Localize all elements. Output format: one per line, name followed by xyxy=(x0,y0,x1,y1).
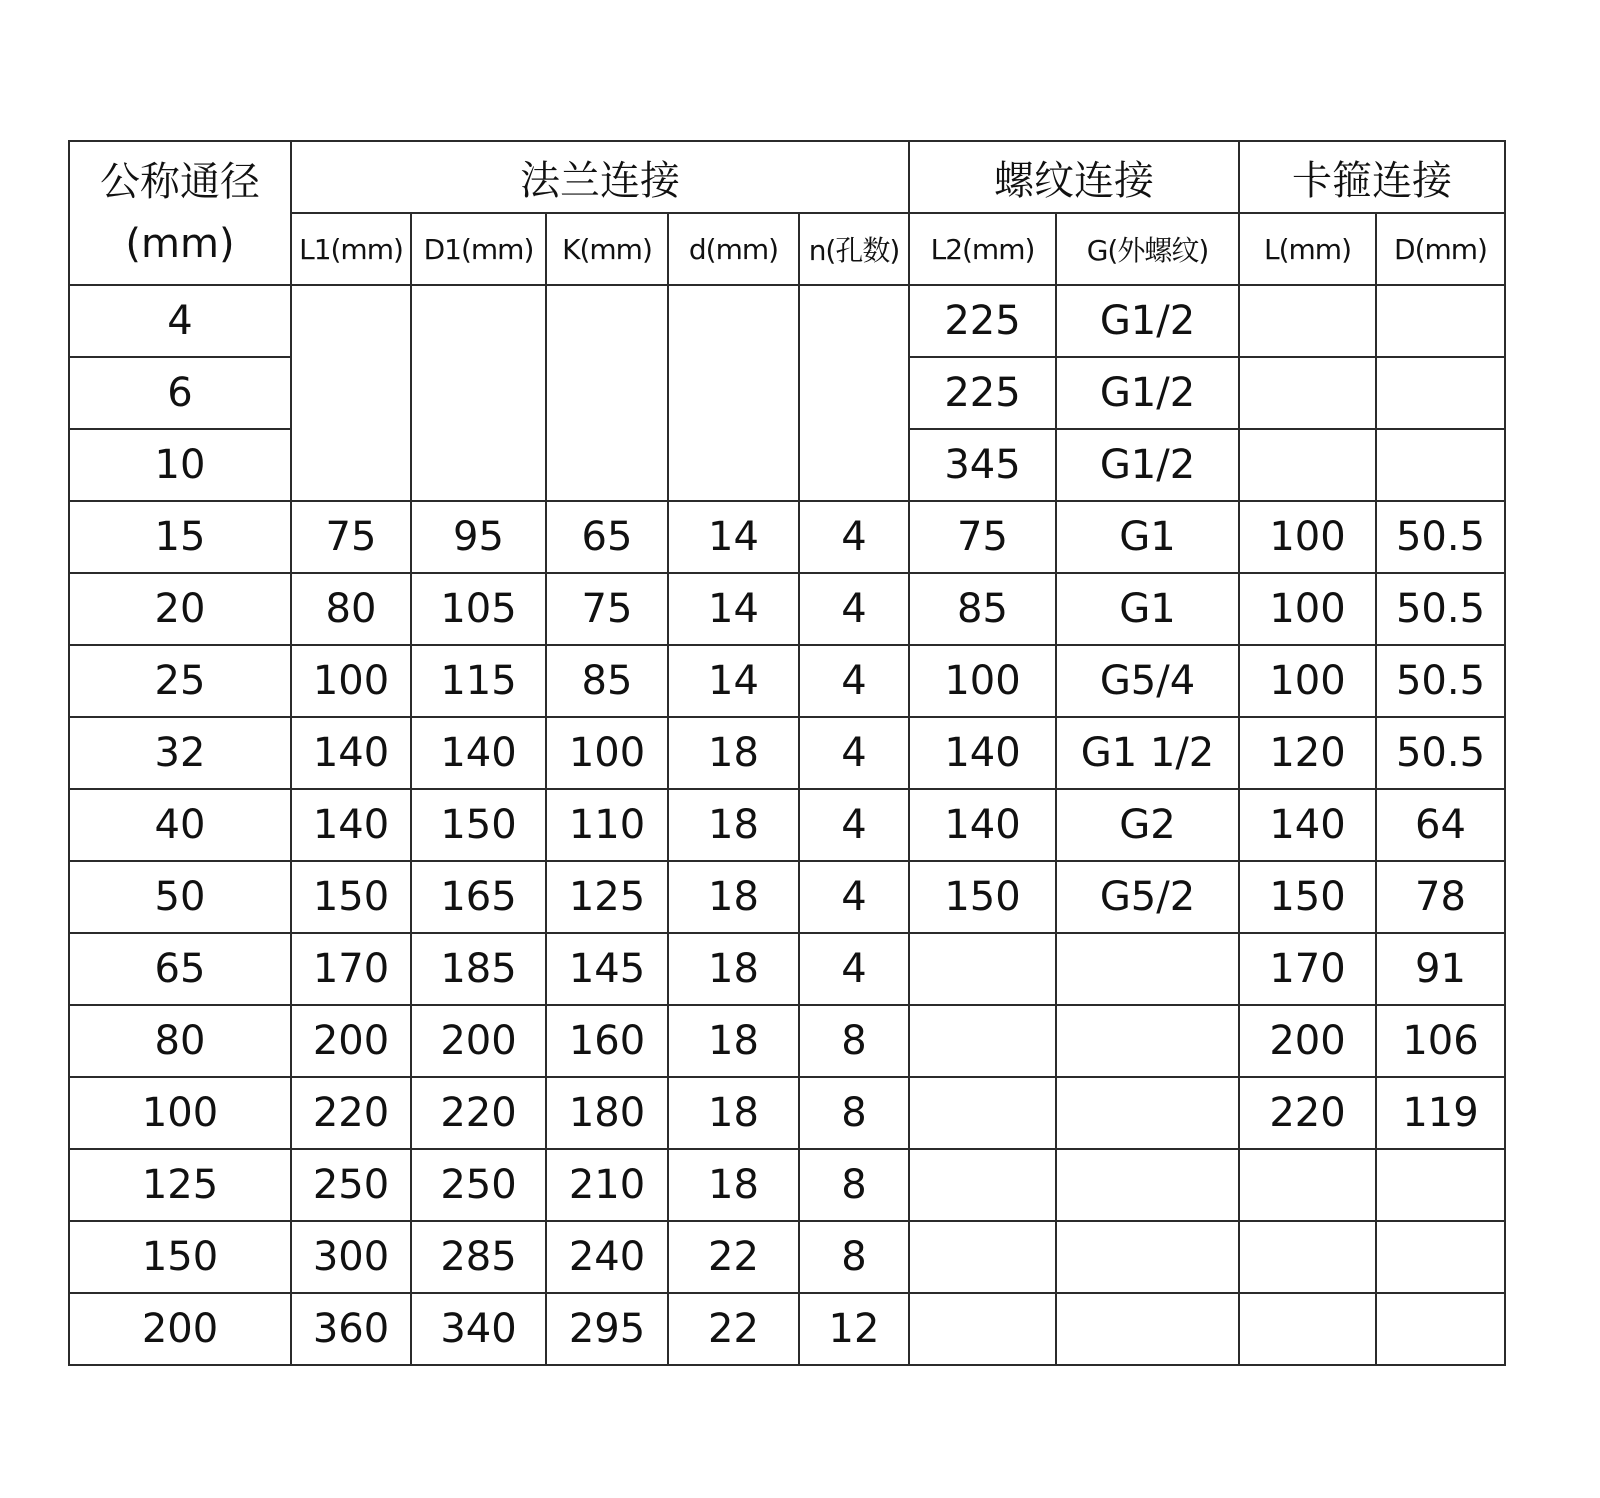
cell-clamp-l: 100 xyxy=(1239,573,1376,645)
cell-nominal-diameter: 32 xyxy=(69,717,291,789)
cell-d1: 285 xyxy=(411,1221,546,1293)
cell-nominal-diameter: 40 xyxy=(69,789,291,861)
cell-clamp-d: 119 xyxy=(1376,1077,1505,1149)
table-row xyxy=(69,1005,1505,1077)
cell-k: 65 xyxy=(546,501,668,573)
cell-k: 160 xyxy=(546,1005,668,1077)
cell-nominal-diameter: 200 xyxy=(69,1293,291,1365)
cell-l2: 75 xyxy=(909,501,1056,573)
table-row xyxy=(69,501,1505,573)
cell-clamp-l xyxy=(1239,285,1376,357)
col-header-g-thread: G(外螺纹) xyxy=(1056,213,1239,285)
cell-d: 18 xyxy=(668,1149,799,1221)
cell-g-thread: G1/2 xyxy=(1056,357,1239,429)
cell-g-thread xyxy=(1056,1077,1239,1149)
cell-d: 18 xyxy=(668,933,799,1005)
cell-clamp-d xyxy=(1376,1293,1505,1365)
cell-d1: 250 xyxy=(411,1149,546,1221)
cell-g-thread xyxy=(1056,933,1239,1005)
cell-d1-empty xyxy=(411,285,546,501)
cell-n-holes: 4 xyxy=(799,861,909,933)
cell-l2 xyxy=(909,1149,1056,1221)
col-header-l1: L1(mm) xyxy=(291,213,411,285)
cell-n-holes: 8 xyxy=(799,1005,909,1077)
cell-d1: 200 xyxy=(411,1005,546,1077)
cell-g-thread xyxy=(1056,1221,1239,1293)
cell-l2: 140 xyxy=(909,717,1056,789)
cell-nominal-diameter: 15 xyxy=(69,501,291,573)
cell-nominal-diameter: 25 xyxy=(69,645,291,717)
thread-connection-header: 螺纹连接 xyxy=(909,141,1239,213)
cell-l1-empty xyxy=(291,285,411,501)
cell-l2 xyxy=(909,1221,1056,1293)
cell-d: 18 xyxy=(668,717,799,789)
cell-n-holes-empty xyxy=(799,285,909,501)
table-row xyxy=(69,285,1505,357)
cell-l2: 140 xyxy=(909,789,1056,861)
col-header-l2: L2(mm) xyxy=(909,213,1056,285)
cell-clamp-d xyxy=(1376,285,1505,357)
cell-clamp-d: 64 xyxy=(1376,789,1505,861)
cell-k: 110 xyxy=(546,789,668,861)
cell-l1: 300 xyxy=(291,1221,411,1293)
cell-g-thread: G1 xyxy=(1056,573,1239,645)
cell-g-thread: G5/2 xyxy=(1056,861,1239,933)
table-row xyxy=(69,933,1505,1005)
cell-l2: 100 xyxy=(909,645,1056,717)
cell-d: 22 xyxy=(668,1221,799,1293)
cell-l1: 220 xyxy=(291,1077,411,1149)
cell-g-thread: G1/2 xyxy=(1056,285,1239,357)
cell-g-thread xyxy=(1056,1293,1239,1365)
cell-l1: 170 xyxy=(291,933,411,1005)
cell-clamp-l xyxy=(1239,357,1376,429)
cell-k: 100 xyxy=(546,717,668,789)
cell-l1: 360 xyxy=(291,1293,411,1365)
cell-clamp-d: 106 xyxy=(1376,1005,1505,1077)
cell-clamp-l: 100 xyxy=(1239,645,1376,717)
cell-n-holes: 4 xyxy=(799,501,909,573)
cell-n-holes: 4 xyxy=(799,645,909,717)
cell-l1: 140 xyxy=(291,789,411,861)
cell-l1: 250 xyxy=(291,1149,411,1221)
cell-clamp-d: 50.5 xyxy=(1376,645,1505,717)
cell-clamp-d xyxy=(1376,429,1505,501)
table-row xyxy=(69,1293,1505,1365)
cell-g-thread xyxy=(1056,1005,1239,1077)
cell-l2: 225 xyxy=(909,285,1056,357)
col-header-d1: D1(mm) xyxy=(411,213,546,285)
cell-n-holes: 8 xyxy=(799,1077,909,1149)
cell-clamp-l: 120 xyxy=(1239,717,1376,789)
col-header-clamp-d: D(mm) xyxy=(1376,213,1505,285)
cell-clamp-d xyxy=(1376,357,1505,429)
cell-l1: 150 xyxy=(291,861,411,933)
col-header-clamp-l: L(mm) xyxy=(1239,213,1376,285)
cell-nominal-diameter: 50 xyxy=(69,861,291,933)
cell-clamp-l xyxy=(1239,429,1376,501)
cell-l1: 75 xyxy=(291,501,411,573)
cell-d1: 105 xyxy=(411,573,546,645)
cell-nominal-diameter: 150 xyxy=(69,1221,291,1293)
cell-clamp-l xyxy=(1239,1221,1376,1293)
cell-clamp-d: 91 xyxy=(1376,933,1505,1005)
cell-l2 xyxy=(909,1293,1056,1365)
cell-k: 145 xyxy=(546,933,668,1005)
cell-n-holes: 4 xyxy=(799,933,909,1005)
cell-d: 14 xyxy=(668,645,799,717)
cell-l2: 85 xyxy=(909,573,1056,645)
cell-d1: 340 xyxy=(411,1293,546,1365)
cell-clamp-l xyxy=(1239,1149,1376,1221)
col-header-d: d(mm) xyxy=(668,213,799,285)
nominal-diameter-header-line1: 公称通径 xyxy=(100,159,260,205)
cell-d: 14 xyxy=(668,501,799,573)
cell-k-empty xyxy=(546,285,668,501)
cell-clamp-l: 140 xyxy=(1239,789,1376,861)
cell-l2: 150 xyxy=(909,861,1056,933)
cell-n-holes: 8 xyxy=(799,1221,909,1293)
cell-g-thread: G2 xyxy=(1056,789,1239,861)
cell-d: 18 xyxy=(668,789,799,861)
cell-k: 125 xyxy=(546,861,668,933)
cell-clamp-l: 220 xyxy=(1239,1077,1376,1149)
cell-d: 22 xyxy=(668,1293,799,1365)
cell-d: 18 xyxy=(668,1077,799,1149)
cell-d-empty xyxy=(668,285,799,501)
cell-l1: 80 xyxy=(291,573,411,645)
cell-nominal-diameter: 4 xyxy=(69,285,291,357)
cell-n-holes: 4 xyxy=(799,717,909,789)
cell-k: 85 xyxy=(546,645,668,717)
cell-l1: 140 xyxy=(291,717,411,789)
cell-l2 xyxy=(909,1077,1056,1149)
cell-nominal-diameter: 6 xyxy=(69,357,291,429)
cell-clamp-d xyxy=(1376,1149,1505,1221)
cell-clamp-l xyxy=(1239,1293,1376,1365)
col-header-k: K(mm) xyxy=(546,213,668,285)
cell-nominal-diameter: 65 xyxy=(69,933,291,1005)
cell-d1: 150 xyxy=(411,789,546,861)
cell-clamp-l: 200 xyxy=(1239,1005,1376,1077)
cell-clamp-d: 50.5 xyxy=(1376,717,1505,789)
cell-d1: 185 xyxy=(411,933,546,1005)
cell-k: 295 xyxy=(546,1293,668,1365)
table-row xyxy=(69,645,1505,717)
spec-table xyxy=(68,140,1506,1366)
cell-d1: 165 xyxy=(411,861,546,933)
table-row xyxy=(69,1077,1505,1149)
col-header-n-holes: n(孔数) xyxy=(799,213,909,285)
cell-k: 75 xyxy=(546,573,668,645)
clamp-connection-header: 卡箍连接 xyxy=(1239,141,1505,213)
nominal-diameter-header-line2: (mm) xyxy=(125,221,235,267)
cell-g-thread: G1/2 xyxy=(1056,429,1239,501)
cell-nominal-diameter: 80 xyxy=(69,1005,291,1077)
cell-l2 xyxy=(909,933,1056,1005)
table-row xyxy=(69,717,1505,789)
table-body xyxy=(69,285,1505,1365)
cell-n-holes: 8 xyxy=(799,1149,909,1221)
cell-g-thread: G5/4 xyxy=(1056,645,1239,717)
table-row xyxy=(69,573,1505,645)
cell-d: 14 xyxy=(668,573,799,645)
cell-nominal-diameter: 20 xyxy=(69,573,291,645)
cell-nominal-diameter: 10 xyxy=(69,429,291,501)
cell-l2: 345 xyxy=(909,429,1056,501)
cell-d: 18 xyxy=(668,1005,799,1077)
cell-d1: 220 xyxy=(411,1077,546,1149)
cell-l2: 225 xyxy=(909,357,1056,429)
cell-d1: 140 xyxy=(411,717,546,789)
cell-d1: 95 xyxy=(411,501,546,573)
nominal-diameter-header xyxy=(69,141,291,285)
cell-n-holes: 4 xyxy=(799,789,909,861)
cell-d1: 115 xyxy=(411,645,546,717)
cell-clamp-d: 78 xyxy=(1376,861,1505,933)
cell-nominal-diameter: 125 xyxy=(69,1149,291,1221)
cell-clamp-d: 50.5 xyxy=(1376,573,1505,645)
cell-k: 180 xyxy=(546,1077,668,1149)
table-row xyxy=(69,1149,1505,1221)
cell-clamp-d xyxy=(1376,1221,1505,1293)
cell-clamp-l: 150 xyxy=(1239,861,1376,933)
cell-g-thread xyxy=(1056,1149,1239,1221)
cell-g-thread: G1 1/2 xyxy=(1056,717,1239,789)
cell-d: 18 xyxy=(668,861,799,933)
cell-k: 240 xyxy=(546,1221,668,1293)
cell-l2 xyxy=(909,1005,1056,1077)
cell-n-holes: 12 xyxy=(799,1293,909,1365)
cell-clamp-l: 100 xyxy=(1239,501,1376,573)
table-row xyxy=(69,861,1505,933)
cell-clamp-d: 50.5 xyxy=(1376,501,1505,573)
table-row xyxy=(69,1221,1505,1293)
flange-connection-header: 法兰连接 xyxy=(291,141,909,213)
cell-clamp-l: 170 xyxy=(1239,933,1376,1005)
cell-k: 210 xyxy=(546,1149,668,1221)
cell-l1: 100 xyxy=(291,645,411,717)
cell-nominal-diameter: 100 xyxy=(69,1077,291,1149)
cell-g-thread: G1 xyxy=(1056,501,1239,573)
cell-n-holes: 4 xyxy=(799,573,909,645)
cell-l1: 200 xyxy=(291,1005,411,1077)
table-row xyxy=(69,789,1505,861)
